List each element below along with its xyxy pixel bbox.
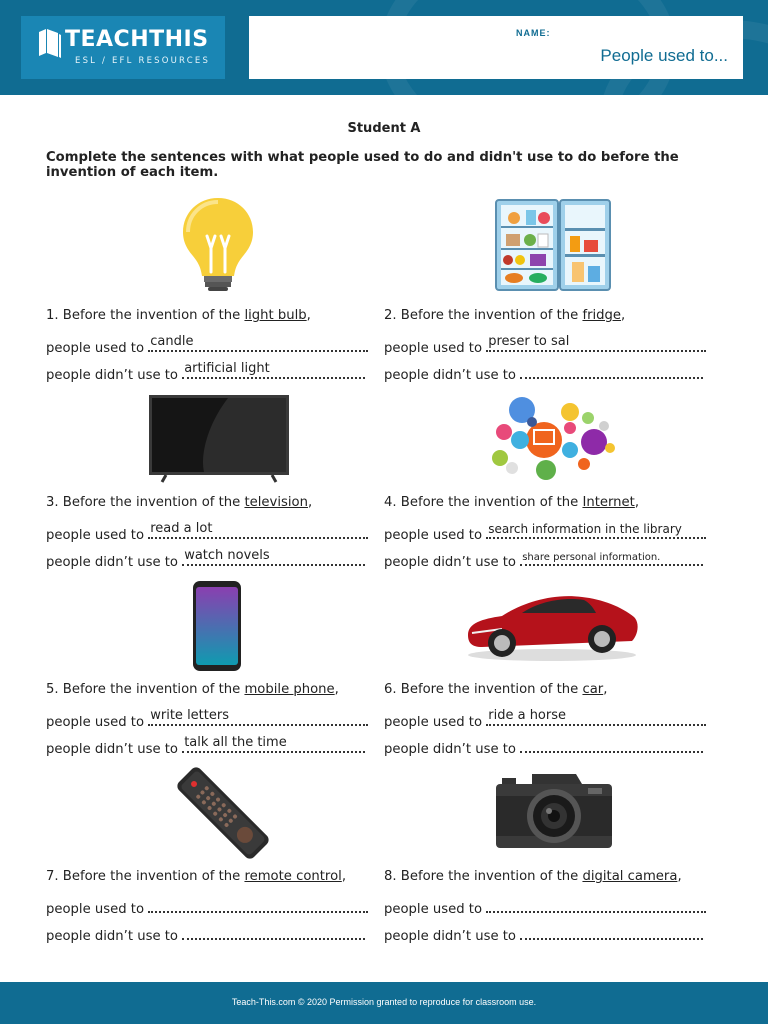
answer-field[interactable]: [520, 924, 703, 940]
didnt-use-to-line: people didn’t use to artificial light: [46, 363, 365, 383]
used-to-line: people used to candle: [46, 336, 368, 356]
answer-field[interactable]: [520, 550, 703, 566]
didnt-use-to-line: people didn’t use to share personal information.: [384, 550, 703, 570]
used-to-line: people used to: [46, 897, 368, 917]
item-name: fridge: [582, 308, 622, 323]
student-label: Student A: [347, 121, 421, 136]
answer-field[interactable]: [148, 336, 368, 352]
brand-name: TEACHTHIS: [65, 27, 209, 52]
answer-text: preser to sal: [488, 334, 570, 349]
answer-text: watch novels: [184, 548, 270, 563]
light-bulb-icon: [181, 196, 255, 292]
answer-field[interactable]: [148, 897, 368, 913]
answer-field[interactable]: [486, 710, 706, 726]
answer-text: search information in the library: [488, 522, 682, 536]
answer-field[interactable]: [148, 523, 368, 539]
brand-tagline: ESL / EFL RESOURCES: [75, 56, 211, 66]
question-line: 3. Before the invention of the television,: [46, 495, 313, 510]
item-name: light bulb: [244, 308, 307, 323]
footer-bar: [0, 982, 768, 1024]
question-line: 4. Before the invention of the Internet,: [384, 495, 640, 510]
didnt-use-to-line: people didn’t use to: [384, 924, 703, 944]
footer-text: Teach-This.com © 2020 Permission granted to reproduce for classroom use.: [231, 997, 537, 1007]
remote-control-icon: [176, 766, 270, 860]
header-bar: [0, 0, 768, 95]
used-to-line: people used to read a lot: [46, 523, 368, 543]
answer-field[interactable]: [182, 924, 365, 940]
page-title: People used to...: [600, 46, 728, 65]
name-field[interactable]: [249, 16, 743, 79]
item-name: remote control: [244, 869, 342, 884]
used-to-line: people used to preser to sal: [384, 336, 706, 356]
fridge-icon: [494, 196, 614, 294]
answer-field[interactable]: [520, 363, 703, 379]
mobile-phone-icon: [192, 580, 242, 672]
question-line: 8. Before the invention of the digital camera,: [384, 869, 682, 884]
item-name: Internet: [582, 495, 635, 510]
answer-text: artificial light: [184, 361, 270, 376]
didnt-use-to-line: people didn’t use to: [46, 924, 365, 944]
didnt-use-to-line: people didn’t use to: [384, 737, 703, 757]
question-line: 7. Before the invention of the remote control,: [46, 869, 347, 884]
question-line: 6. Before the invention of the car,: [384, 682, 608, 697]
television-icon: [148, 394, 290, 484]
used-to-line: people used to ride a horse: [384, 710, 706, 730]
answer-text: candle: [150, 334, 194, 349]
answer-field[interactable]: [486, 897, 706, 913]
didnt-use-to-line: people didn’t use to: [384, 363, 703, 383]
answer-field[interactable]: [486, 336, 706, 352]
item-name: car: [582, 682, 604, 697]
item-name: digital camera: [582, 869, 678, 884]
teachthis-logo: [21, 16, 225, 79]
answer-text: read a lot: [150, 521, 213, 536]
answer-text: talk all the time: [184, 735, 287, 750]
didnt-use-to-line: people didn’t use to watch novels: [46, 550, 365, 570]
car-icon: [462, 583, 642, 663]
answer-text: share personal information.: [522, 552, 661, 563]
didnt-use-to-line: people didn’t use to talk all the time: [46, 737, 365, 757]
used-to-line: people used to: [384, 897, 706, 917]
answer-field[interactable]: [182, 737, 365, 753]
instructions: Complete the sentences with what people used to do and didn't use to do before the invention of each item.: [46, 150, 679, 180]
item-name: mobile phone: [244, 682, 335, 697]
name-label: NAME:: [516, 28, 551, 38]
used-to-line: people used to search information in the library: [384, 523, 706, 543]
camera-icon: [494, 772, 614, 850]
item-name: television: [244, 495, 308, 510]
answer-field[interactable]: [182, 363, 365, 379]
answer-field[interactable]: [148, 710, 368, 726]
answer-field[interactable]: [520, 737, 703, 753]
question-line: 1. Before the invention of the light bulb,: [46, 308, 311, 323]
answer-text: write letters: [150, 708, 229, 723]
question-line: 5. Before the invention of the mobile phone,: [46, 682, 339, 697]
book-icon: [36, 28, 62, 58]
internet-icon: [484, 392, 624, 488]
used-to-line: people used to write letters: [46, 710, 368, 730]
answer-text: ride a horse: [488, 708, 566, 723]
answer-field[interactable]: [486, 523, 706, 539]
question-line: 2. Before the invention of the fridge,: [384, 308, 626, 323]
answer-field[interactable]: [182, 550, 365, 566]
